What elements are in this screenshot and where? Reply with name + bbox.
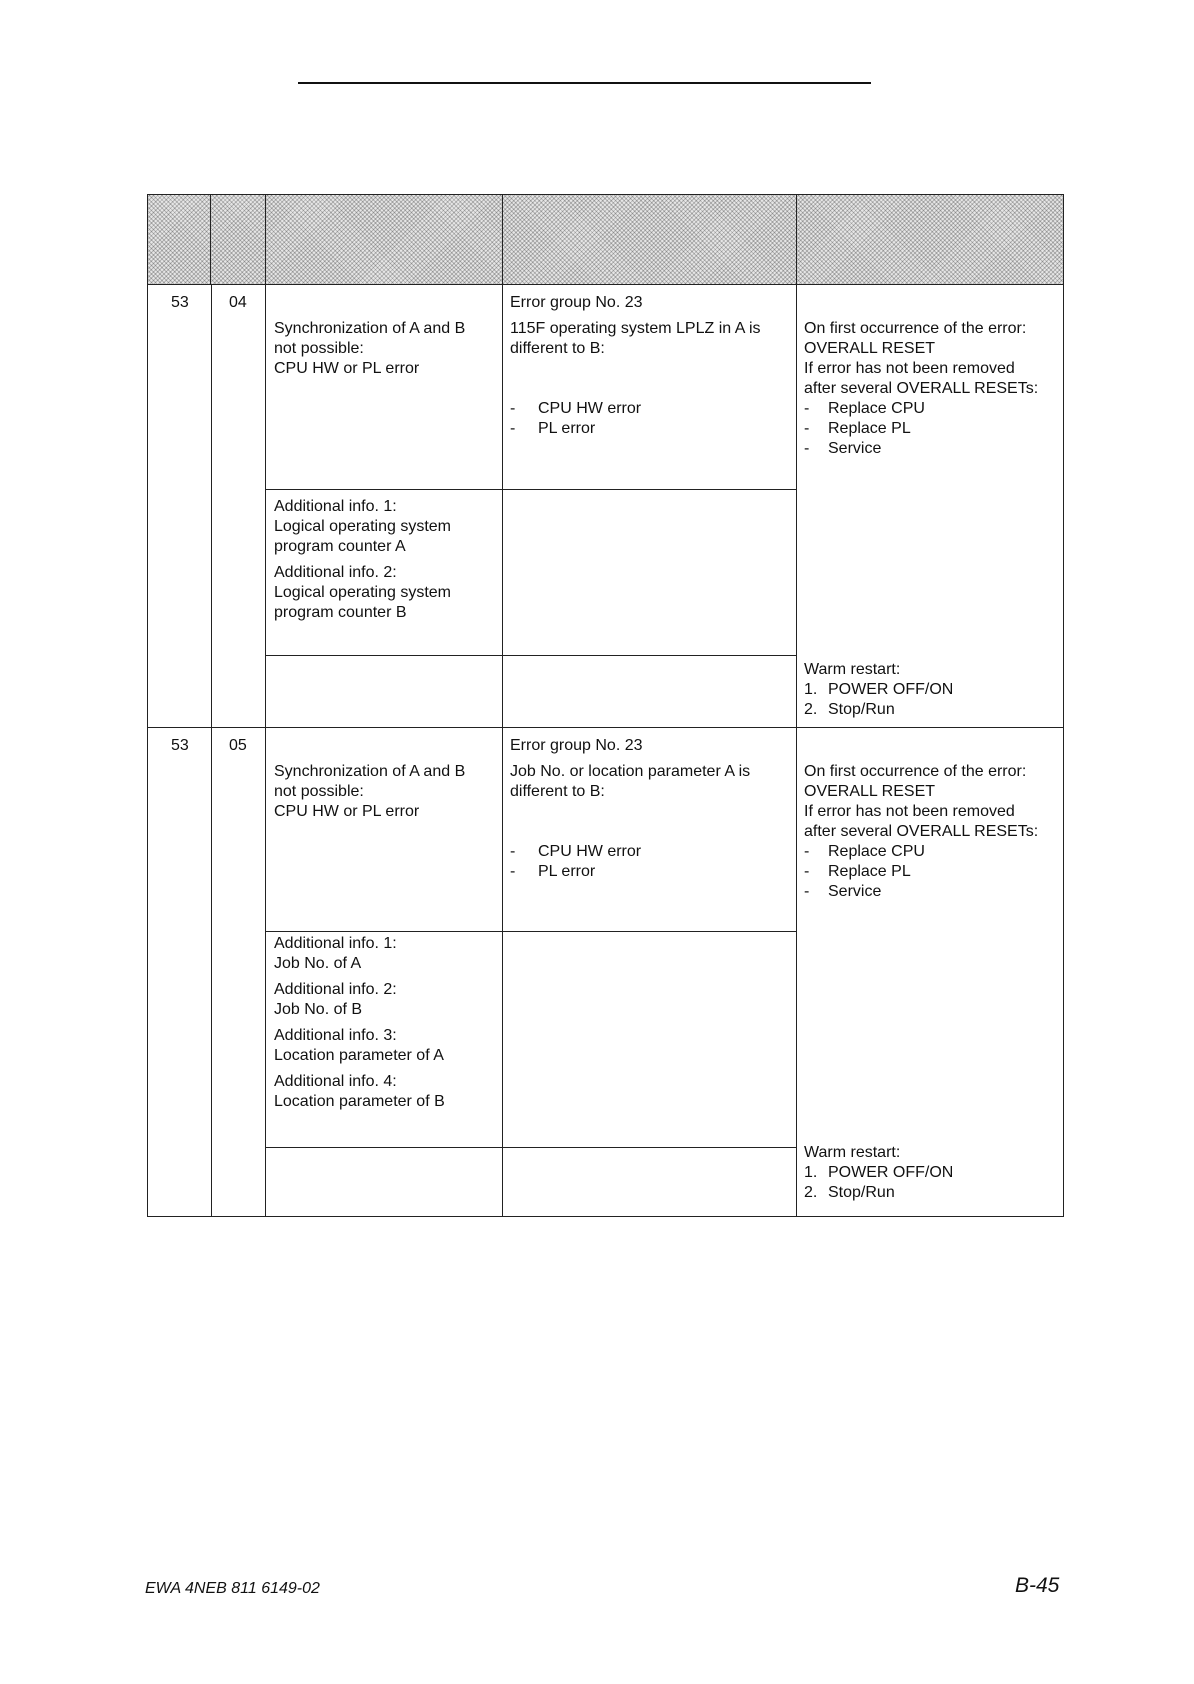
error-code-1: 53 bbox=[171, 294, 189, 311]
list-item: - Replace PL bbox=[804, 420, 911, 437]
row-border bbox=[211, 727, 212, 1217]
row-divider bbox=[265, 655, 796, 656]
row-border bbox=[211, 285, 212, 728]
error-title: Synchronization of A and B not possible: CPU HW or PL error bbox=[274, 320, 466, 377]
list-item: - Replace CPU bbox=[804, 843, 925, 860]
row-divider bbox=[265, 1147, 796, 1148]
error-group: Error group No. 23 bbox=[510, 737, 643, 754]
row-divider bbox=[265, 931, 796, 932]
list-item: 1. POWER OFF/ON bbox=[804, 681, 954, 698]
header-cell-code2 bbox=[210, 194, 266, 285]
row-border bbox=[147, 285, 148, 728]
additional-info: Additional info. 1: Logical operating system program counter A Additional info. 2: Logical operating system program counter B bbox=[274, 498, 451, 621]
header-cell-remedy bbox=[796, 194, 1064, 285]
error-cause: Error group No. 23 115F operating system LPLZ in A is different to B: - CPU HW error - PL error bbox=[510, 294, 761, 437]
list-item: 2. Stop/Run bbox=[804, 701, 895, 718]
row-divider bbox=[265, 489, 796, 490]
row-border bbox=[796, 285, 797, 728]
remedy: On first occurrence of the error: OVERALL RESET If error has not been removed after several OVERALL RESETs: - Replace CPU - Replace PL - Service bbox=[804, 763, 1039, 900]
error-group: Error group No. 23 bbox=[510, 294, 643, 311]
row-divider bbox=[147, 727, 1064, 728]
error-code-2: 05 bbox=[229, 737, 247, 754]
header-cell-code1 bbox=[147, 194, 211, 285]
error-code-1: 53 bbox=[171, 737, 189, 754]
row-border bbox=[1063, 285, 1064, 728]
list-item: - Service bbox=[804, 883, 882, 900]
row-border bbox=[502, 727, 503, 1217]
additional-info: Additional info. 1: Job No. of A Additional info. 2: Job No. of B Additional info. 3: Location parameter of A Additional info. 4: Location parameter of B bbox=[274, 935, 445, 1110]
list-item: - Service bbox=[804, 440, 882, 457]
row-border bbox=[265, 285, 266, 728]
header-rule bbox=[298, 82, 871, 84]
row-border bbox=[1063, 727, 1064, 1217]
warm-restart: Warm restart: 1. POWER OFF/ON 2. Stop/Run bbox=[804, 1144, 954, 1201]
warm-restart: Warm restart: 1. POWER OFF/ON 2. Stop/Run bbox=[804, 661, 954, 718]
header-cell-title bbox=[265, 194, 503, 285]
row-border bbox=[796, 727, 797, 1217]
list-item: - Replace CPU bbox=[804, 400, 925, 417]
error-code-2: 04 bbox=[229, 294, 247, 311]
list-item: - PL error bbox=[510, 420, 596, 437]
row-border bbox=[502, 285, 503, 728]
remedy: On first occurrence of the error: OVERALL RESET If error has not been removed after several OVERALL RESETs: - Replace CPU - Replace PL - Service bbox=[804, 320, 1039, 457]
list-item: - CPU HW error bbox=[510, 400, 642, 417]
list-item: 1. POWER OFF/ON bbox=[804, 1164, 954, 1181]
list-item: 2. Stop/Run bbox=[804, 1184, 895, 1201]
row-divider bbox=[147, 1216, 1064, 1217]
list-item: - PL error bbox=[510, 863, 596, 880]
header-cell-cause bbox=[502, 194, 797, 285]
error-cause: Error group No. 23 Job No. or location parameter A is different to B: - CPU HW error - PL error bbox=[510, 737, 751, 880]
list-item: - CPU HW error bbox=[510, 843, 642, 860]
page-number: B-45 bbox=[1015, 1574, 1060, 1597]
row-border bbox=[265, 727, 266, 1217]
error-title: Synchronization of A and B not possible: CPU HW or PL error bbox=[274, 763, 466, 820]
row-border bbox=[147, 727, 148, 1217]
list-item: - Replace PL bbox=[804, 863, 911, 880]
document-id: EWA 4NEB 811 6149-02 bbox=[145, 1580, 320, 1597]
